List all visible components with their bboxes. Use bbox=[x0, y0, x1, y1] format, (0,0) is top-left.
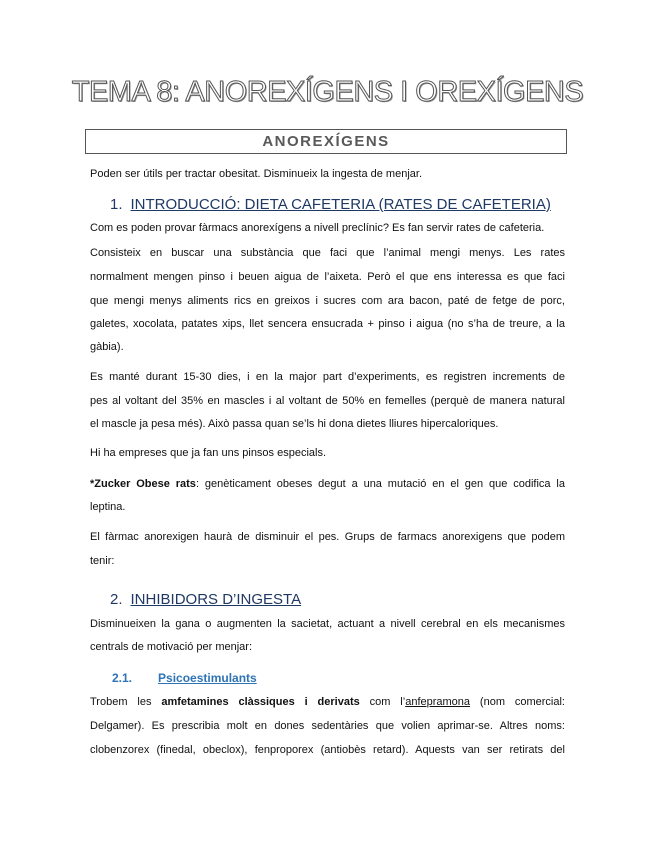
heading-number: 2.1. bbox=[112, 671, 133, 685]
text-segment: Trobem les bbox=[90, 696, 162, 708]
paragraph-line: Es manté durant 15-30 dies, i en la major part d’experiments, es registren increments de bbox=[90, 371, 565, 383]
paragraph-line: Com es poden provar fàrmacs anorexígens a nivell preclínic? Es fan servir rates de cafeteria. bbox=[90, 222, 545, 234]
heading-text: Psicoestimulants bbox=[158, 671, 257, 685]
heading-text: INHIBIDORS D’INGESTA bbox=[130, 591, 302, 608]
paragraph-line: Consisteix en buscar una substància que faci que l’animal mengi menys. Les rates bbox=[90, 247, 565, 259]
text-segment: com l’ bbox=[359, 696, 406, 708]
paragraph-line: normalment mengen pinso i beuen aigua de l’aixeta. Però el que ens interessa es que faci bbox=[90, 271, 565, 283]
paragraph-line: El fàrmac anorexigen haurà de disminuir el pes. Grups de farmacs anorexigens que podem bbox=[90, 531, 565, 543]
heading-2-1 bbox=[112, 671, 257, 685]
paragraph-line: que mengi menys aliments rics en greixos i sucres com ara bacon, paté de fetge de porc, bbox=[90, 295, 565, 307]
underlined-term: anfepramona bbox=[405, 696, 471, 708]
paragraph-line: pes al voltant del 35% en mascles i al voltant de 50% en femelles (perquè de manera natural bbox=[90, 395, 565, 407]
paragraph-line: leptina. bbox=[90, 501, 126, 513]
paragraph-line: Hi ha empreses que ja fan uns pinsos especials. bbox=[90, 447, 327, 459]
paragraph-line bbox=[90, 695, 565, 709]
intro-text: Poden ser útils per tractar obesitat. Disminueix la ingesta de menjar. bbox=[90, 168, 422, 180]
bold-term: *Zucker Obese rats bbox=[90, 478, 196, 490]
paragraph-line: centrals de motivació per menjar: bbox=[90, 641, 253, 653]
text-segment: (nom comercial: bbox=[470, 696, 565, 708]
paragraph-line: Delgamer). Es prescribia molt en dones sedentàries que volien aprimar-se. Altres noms: bbox=[90, 720, 565, 732]
heading-2 bbox=[110, 591, 301, 608]
document-title: TEMA 8: ANOREXÍGENS I OREXÍGENS bbox=[71, 76, 584, 108]
paragraph-line: tenir: bbox=[90, 555, 115, 567]
paragraph-line: galetes, xocolata, patates xips, llet sencera ensucrada + pinso i aigua (no s’ha de treure, a la bbox=[90, 318, 565, 330]
heading-number: 2. bbox=[110, 591, 123, 608]
section-heading-box: ANOREXÍGENS bbox=[85, 129, 567, 154]
paragraph-line bbox=[90, 477, 565, 491]
heading-number: 1. bbox=[110, 196, 123, 213]
paragraph-line: gàbia). bbox=[90, 341, 124, 353]
heading-text: INTRODUCCIÓ: DIETA CAFETERIA (RATES DE CAFETERIA) bbox=[130, 196, 551, 213]
paragraph-line: el mascle ja pesa més). Això passa quan se’ls hi dona dietes lliures hipercaloriques. bbox=[90, 418, 499, 430]
bold-term: amfetamines clàssiques i derivats bbox=[161, 696, 360, 708]
text-segment: : genèticament obeses degut a una mutació en el gen que codifica la bbox=[195, 478, 565, 490]
paragraph-line: Disminueixen la gana o augmenten la sacietat, actuant a nivell cerebral en els mecanismes bbox=[90, 618, 565, 630]
paragraph-line: clobenzorex (finedal, obeclox), fenproporex (antiobès retard). Aquests van ser retirats del bbox=[90, 744, 565, 756]
heading-1 bbox=[110, 196, 551, 213]
